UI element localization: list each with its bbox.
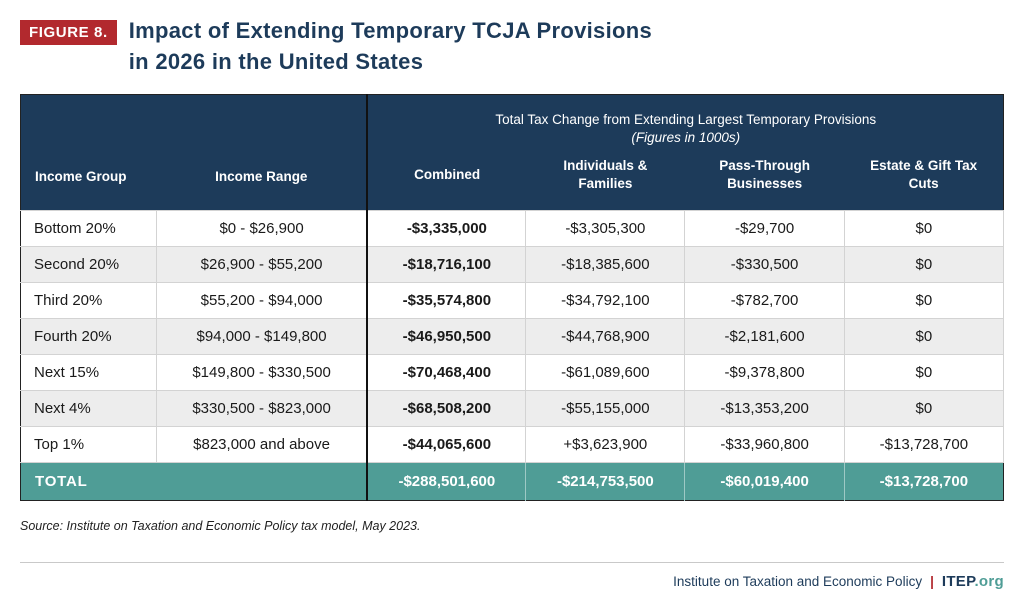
cell-individuals: -$61,089,600 (526, 355, 685, 391)
col-header-individuals-families: Individuals & Families (526, 153, 685, 211)
cell-combined: -$46,950,500 (367, 319, 525, 355)
table-row-bottom-20 (21, 211, 1004, 247)
cell-individuals: -$3,305,300 (526, 211, 685, 247)
cell-individuals: +$3,623,900 (526, 427, 685, 463)
cell-individuals: -$34,792,100 (526, 283, 685, 319)
figure-title-line1: Impact of Extending Temporary TCJA Provisions (128, 18, 653, 43)
cell-income-group: Second 20% (21, 247, 157, 283)
cell-income-group: Bottom 20% (21, 211, 157, 247)
footer-org-name: Institute on Taxation and Economic Policy (673, 574, 923, 589)
cell-income-range: $55,200 - $94,000 (156, 283, 367, 319)
col-header-income-range: Income Range (156, 94, 367, 211)
footer-brand (942, 573, 1004, 590)
cell-combined: -$18,716,100 (367, 247, 525, 283)
group-header-line2: (Figures in 1000s) (631, 129, 741, 145)
total-individuals: -$214,753,500 (526, 463, 685, 501)
cell-estate: $0 (844, 283, 1003, 319)
cell-passthrough: -$330,500 (685, 247, 844, 283)
cell-income-group: Top 1% (21, 427, 157, 463)
cell-income-group: Third 20% (21, 283, 157, 319)
cell-passthrough: -$782,700 (685, 283, 844, 319)
col-header-income-group: Income Group (21, 94, 157, 211)
col-header-estate-gift: Estate & Gift Tax Cuts (844, 153, 1003, 211)
cell-income-range: $149,800 - $330,500 (156, 355, 367, 391)
cell-passthrough: -$13,353,200 (685, 391, 844, 427)
table-row-second-20 (21, 247, 1004, 283)
total-passthrough: -$60,019,400 (685, 463, 844, 501)
cell-passthrough: -$2,181,600 (685, 319, 844, 355)
figure-title-line2: in 2026 in the United States (128, 48, 424, 74)
cell-individuals: -$18,385,600 (526, 247, 685, 283)
group-column-header (367, 94, 1003, 153)
cell-income-range: $823,000 and above (156, 427, 367, 463)
cell-estate: -$13,728,700 (844, 427, 1003, 463)
total-estate: -$13,728,700 (844, 463, 1003, 501)
cell-estate: $0 (844, 319, 1003, 355)
tax-impact-table (20, 94, 1004, 502)
table-row-third-20 (21, 283, 1004, 319)
footer-brand-name: ITEP (941, 573, 975, 590)
cell-combined: -$3,335,000 (367, 211, 525, 247)
cell-combined: -$44,065,600 (367, 427, 525, 463)
cell-passthrough: -$9,378,800 (685, 355, 844, 391)
cell-individuals: -$55,155,000 (526, 391, 685, 427)
table-row-next-4 (21, 391, 1004, 427)
table-body (21, 211, 1004, 501)
cell-income-group: Fourth 20% (21, 319, 157, 355)
figure-title (129, 16, 652, 78)
cell-passthrough: -$33,960,800 (685, 427, 844, 463)
footer-brand-tld: .org (974, 573, 1004, 590)
cell-passthrough: -$29,700 (685, 211, 844, 247)
cell-income-range: $0 - $26,900 (156, 211, 367, 247)
table-row-total (21, 463, 1004, 501)
source-note: Source: Institute on Taxation and Economic Policy tax model, May 2023. (20, 519, 421, 534)
cell-income-range: $94,000 - $149,800 (156, 319, 367, 355)
cell-income-group: Next 15% (21, 355, 157, 391)
footer-separator: | (930, 574, 934, 589)
col-header-passthrough-businesses: Pass-Through Businesses (685, 153, 844, 211)
table-row-next-15 (21, 355, 1004, 391)
cell-income-range: $330,500 - $823,000 (156, 391, 367, 427)
col-header-combined: Combined (367, 153, 525, 211)
table-row-fourth-20 (21, 319, 1004, 355)
table-header (21, 94, 1004, 211)
cell-combined: -$35,574,800 (367, 283, 525, 319)
page-footer (20, 562, 1004, 600)
figure-header (20, 16, 1004, 78)
cell-estate: $0 (844, 247, 1003, 283)
cell-income-range: $26,900 - $55,200 (156, 247, 367, 283)
table-row-top-1 (21, 427, 1004, 463)
total-combined: -$288,501,600 (367, 463, 525, 501)
cell-income-group: Next 4% (21, 391, 157, 427)
cell-combined: -$68,508,200 (367, 391, 525, 427)
total-label: TOTAL (21, 463, 368, 501)
cell-estate: $0 (844, 211, 1003, 247)
cell-estate: $0 (844, 355, 1003, 391)
figure-number-badge: FIGURE 8. (20, 20, 117, 45)
cell-combined: -$70,468,400 (367, 355, 525, 391)
cell-individuals: -$44,768,900 (526, 319, 685, 355)
group-header-line1: Total Tax Change from Extending Largest Temporary Provisions (495, 111, 877, 127)
cell-estate: $0 (844, 391, 1003, 427)
